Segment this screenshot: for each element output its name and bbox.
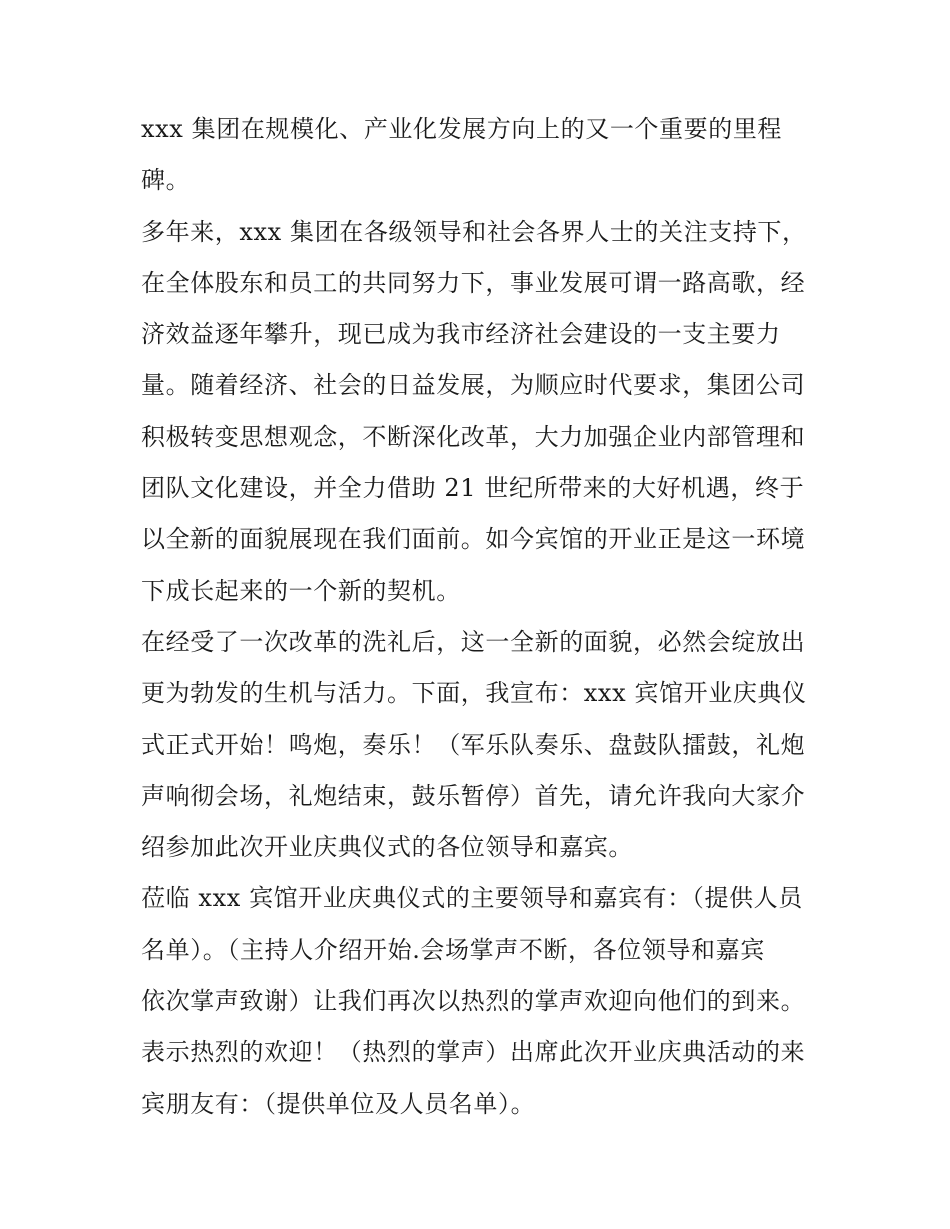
text-line: 名单）。（主持人介绍开始.会场掌声不断，各位领导和嘉宾 [141,935,765,964]
text-line: 碑。 [141,166,191,195]
text-line: 莅临 xxx 宾馆开业庆典仪式的主要领导和嘉宾有：（提供人员 [141,884,803,913]
text-line: 在全体股东和员工的共同努力下，事业发展可谓一路高歌，经 [141,268,806,297]
text-line: 积极转变思想观念，不断深化改革，大力加强企业内部管理和 [141,422,806,451]
text-line: xxx 集团在规模化、产业化发展方向上的又一个重要的里程 [141,115,783,143]
text-line: 量。随着经济、社会的日益发展，为顺应时代要求，集团公司 [141,371,806,400]
document-body [141,104,813,1130]
text-line: 多年来，xxx 集团在各级领导和社会各界人士的关注支持下， [141,217,807,246]
text-line: 绍参加此次开业庆典仪式的各位领导和嘉宾。 [141,833,633,862]
text-line: 更为勃发的生机与活力。下面，我宣布：xxx 宾馆开业庆典仪 [141,679,807,708]
text-line: 团队文化建设，并全力借助 21 世纪所带来的大好机遇，终于 [141,474,805,503]
text-line: 济效益逐年攀升，现已成为我市经济社会建设的一支主要力 [141,320,781,349]
text-line: 表示热烈的欢迎！（热烈的掌声）出席此次开业庆典活动的来 [141,1038,806,1067]
text-line: 宾朋友有：（提供单位及人员名单）。 [141,1089,536,1118]
text-line: 在经受了一次改革的洗礼后，这一全新的面貌，必然会绽放出 [141,627,806,656]
text-line: 下成长起来的一个新的契机。 [141,576,461,605]
text-line: 声响彻会场，礼炮结束，鼓乐暂停）首先，请允许我向大家介 [141,781,806,810]
text-line: 依次掌声致谢）让我们再次以热烈的掌声欢迎向他们的到来。 [141,987,806,1016]
text-line: 式正式开始！鸣炮，奏乐！（军乐队奏乐、盘鼓队擂鼓，礼炮 [141,730,806,759]
text-line: 以全新的面貌展现在我们面前。如今宾馆的开业正是这一环境 [141,525,806,554]
